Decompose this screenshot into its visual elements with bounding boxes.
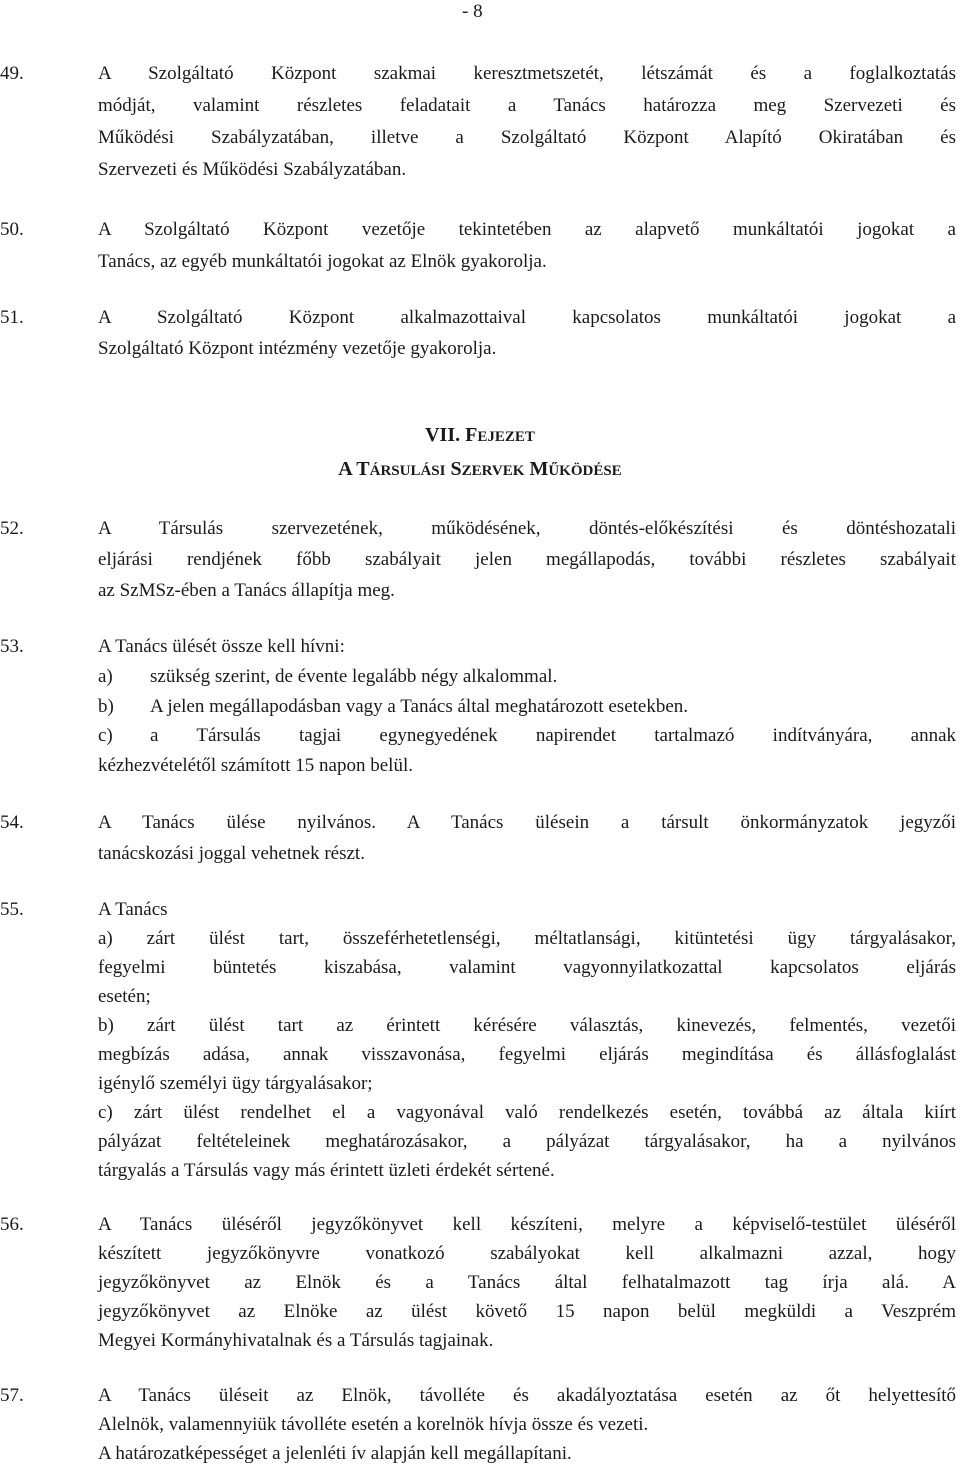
paragraph-line: A Társulás szervezetének, működésének, döntés-előkészítési és döntéshozatali [98,518,956,539]
list-item: szükség szerint, de évente legalább négy alkalommal. [150,666,558,687]
chapter-number [0,423,960,447]
chapter-word-initial: F [465,424,478,446]
paragraph-line: eljárási rendjének főbb szabályait jelen megállapodás, további részletes szabályait [98,549,956,570]
paragraph-line: igénylő személyi ügy tárgyalásakor; [98,1073,373,1094]
paragraph-line: a) zárt ülést tart, összeférhetetlenségi, méltatlansági, kitüntetési ügy tárgyalásakor, [98,928,956,949]
paragraph-line: jegyzőkönyvet az Elnöke az ülést követő 15 napon belül megküldi a Veszprém [98,1301,956,1322]
paragraph-line: Szervezeti és Működési Szabályzatában. [98,159,407,180]
chapter-word-rest: EJEZET [477,429,535,445]
paragraph-line: készített jegyzőkönyvre vonatkozó szabályokat kell alkalmazni azzal, hogy [98,1243,956,1264]
paragraph-line: A Szolgáltató Központ alkalmazottaival kapcsolatos munkáltatói jogokat a [98,307,956,328]
paragraph-number: 56. [0,1214,24,1235]
paragraph-line: Működési Szabályzatában, illetve a Szolgáltató Központ Alapító Okiratában és [98,127,956,148]
paragraph-line: A Tanács üléseit az Elnök, távolléte és akadályoztatása esetén az őt helyettesítő [98,1385,956,1406]
paragraph-line: A Tanács ülése nyilvános. A Tanács ülésein a társult önkormányzatok jegyzői [98,812,956,833]
chapter-title-part: M [524,458,549,480]
chapter-title-part: S [445,458,462,480]
paragraph-line: Megyei Kormányhivatalnak és a Társulás tagjainak. [98,1330,494,1351]
paragraph-number: 49. [0,63,24,84]
chapter-title [0,457,960,481]
list-item-continued: kézhezvételétől számított 15 napon belül. [98,755,413,776]
paragraph-line: Tanács, az egyéb munkáltatói jogokat az Elnök gyakorolja. [98,251,547,272]
list-label: c) [98,725,113,746]
page-number: - 8 [462,1,483,22]
paragraph-line: módját, valamint részletes feladatait a Tanács határozza meg Szervezeti és [98,95,956,116]
paragraph-line: esetén; [98,986,151,1007]
chapter-roman: VII. [425,424,461,446]
paragraph-line: A Tanács üléséről jegyzőkönyvet kell készíteni, melyre a képviselő-testület üléséről [98,1214,956,1235]
chapter-title-part: ÁRSULÁSI [369,463,446,479]
paragraph-line: A Tanács ülését össze kell hívni: [98,636,345,657]
paragraph-line: tanácskozási joggal vehetnek részt. [98,843,365,864]
paragraph-number: 50. [0,219,24,240]
paragraph-line: jegyzőkönyvet az Elnök és a Tanács által felhatalmazott tag írja alá. A [98,1272,956,1293]
chapter-title-part: A T [338,458,370,480]
list-item: a Társulás tagjai egynegyedének napirendet tartalmazó indítványára, annak [150,725,956,746]
paragraph-number: 53. [0,636,24,657]
paragraph-number: 54. [0,812,24,833]
paragraph-line: A határozatképességet a jelenléti ív alapján kell megállapítani. [98,1443,572,1464]
paragraph-line: b) zárt ülést tart az érintett kérésére választás, kinevezés, felmentés, vezetői [98,1015,956,1036]
paragraph-line: A Tanács [98,899,168,920]
paragraph-line: pályázat feltételeinek meghatározásakor, a pályázat tárgyalásakor, ha a nyilvános [98,1131,956,1152]
paragraph-number: 52. [0,518,24,539]
list-label: a) [98,666,113,687]
paragraph-number: 51. [0,307,24,328]
paragraph-line: Szolgáltató Központ intézmény vezetője gyakorolja. [98,338,497,359]
paragraph-line: fegyelmi büntetés kiszabása, valamint vagyonnyilatkozattal kapcsolatos eljárás [98,957,956,978]
paragraph-line: tárgyalás a Társulás vagy más érintett üzleti érdekét sértené. [98,1160,555,1181]
chapter-title-part: ZERVEK [461,463,525,479]
list-label: b) [98,696,114,717]
list-item: A jelen megállapodásban vagy a Tanács által meghatározott esetekben. [150,696,689,717]
paragraph-number: 57. [0,1385,24,1406]
paragraph-line: megbízás adása, annak visszavonása, fegyelmi eljárás megindítása és állásfoglalást [98,1044,956,1065]
paragraph-number: 55. [0,899,24,920]
paragraph-line: Alelnök, valamennyiük távolléte esetén a korelnök hívja össze és vezeti. [98,1414,649,1435]
paragraph-line: A Szolgáltató Központ szakmai keresztmetszetét, létszámát és a foglalkoztatás [98,63,956,84]
paragraph-line: c) zárt ülést rendelhet el a vagyonával való rendelkezés esetén, továbbá az általa kiírt [98,1102,956,1123]
paragraph-line: az SzMSz-ében a Tanács állapítja meg. [98,580,395,601]
chapter-title-part: ŰKÖDÉSE [548,463,622,479]
paragraph-line: A Szolgáltató Központ vezetője tekintetében az alapvető munkáltatói jogokat a [98,219,956,240]
